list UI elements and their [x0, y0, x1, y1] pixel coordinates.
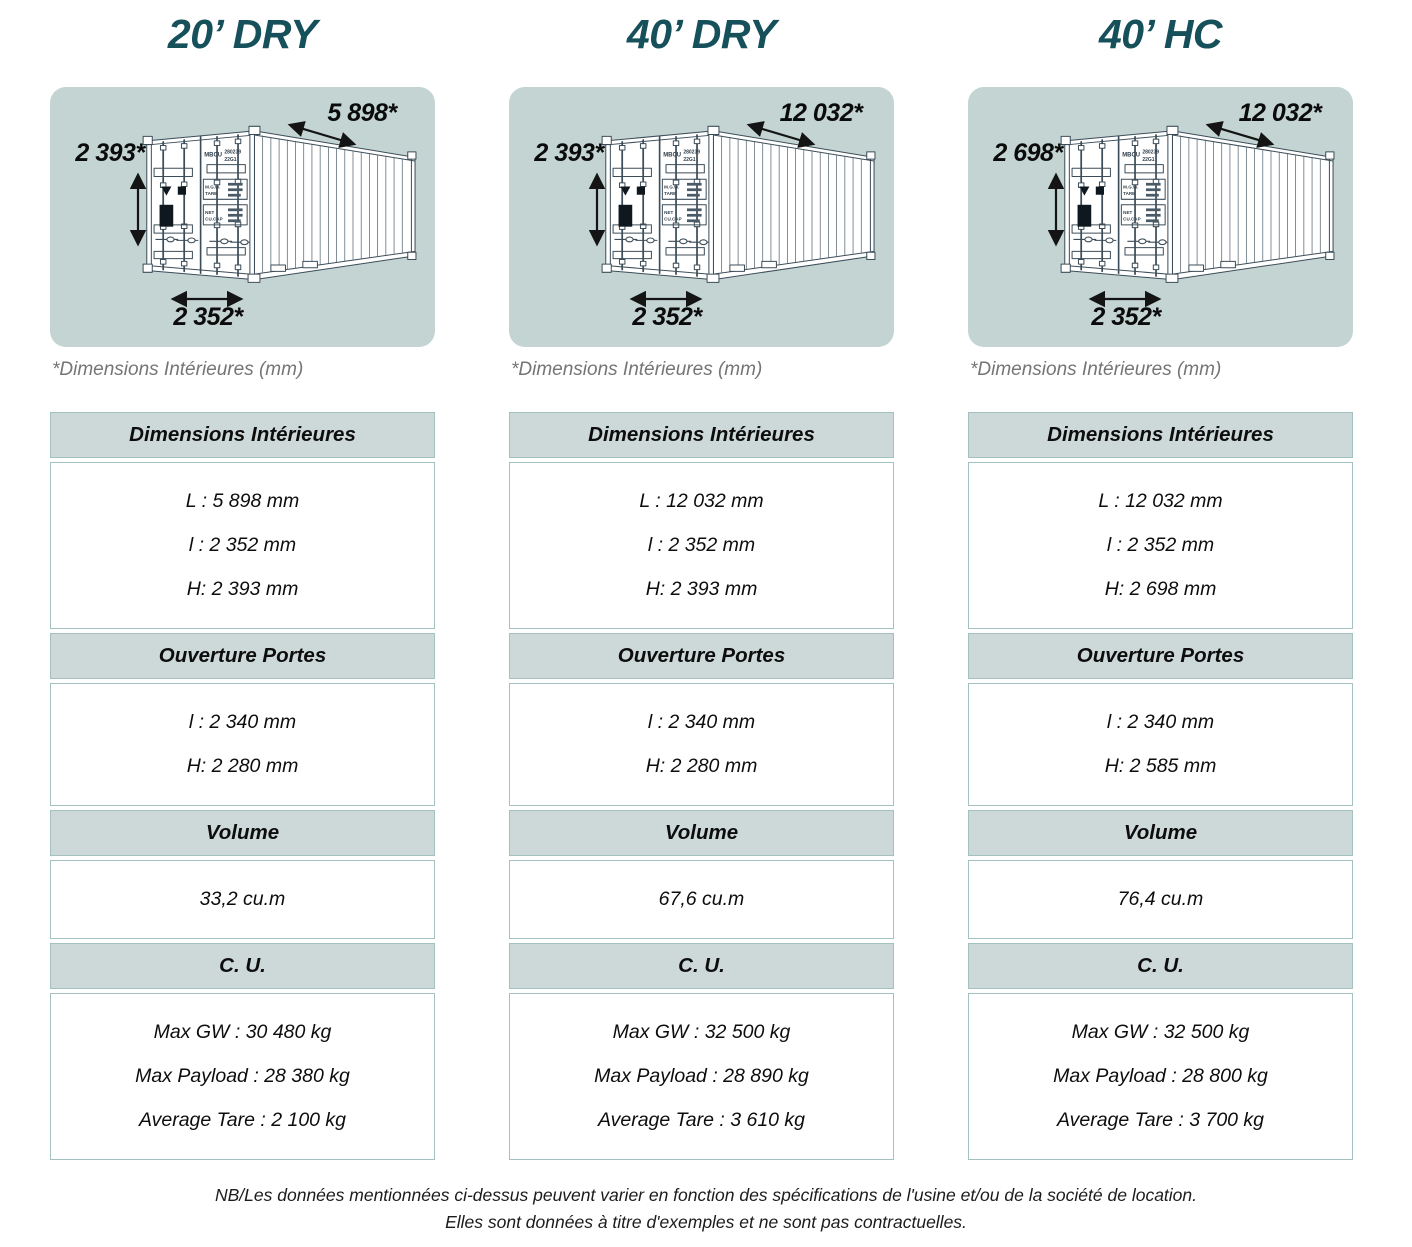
column-40-hc	[968, 0, 1353, 1160]
section-body-dimensions	[50, 462, 435, 629]
spec-row: 67,6 cu.m	[658, 888, 745, 911]
dimensions-footnote: *Dimensions Intérieures (mm)	[511, 359, 763, 381]
spec-row: L : 12 032 mm	[639, 490, 764, 513]
height-dimension-label: 2 698*	[993, 139, 1063, 168]
spec-row: l : 2 340 mm	[188, 711, 297, 734]
spec-row: Max Payload : 28 890 kg	[594, 1065, 809, 1088]
section-body-doors	[509, 683, 894, 806]
spec-table	[509, 412, 894, 1160]
section-header-volume: Volume	[509, 810, 894, 856]
spec-row: 33,2 cu.m	[199, 888, 286, 911]
section-body-dimensions	[509, 462, 894, 629]
spec-row: H: 2 280 mm	[186, 755, 299, 778]
disclaimer-line-1: NB/Les données mentionnées ci-dessus peuvent varier en fonction des spécifications de l'usine et/ou de la société de location.	[215, 1185, 1197, 1206]
disclaimer-note	[0, 1182, 1412, 1236]
width-dimension-label: 2 352*	[632, 303, 702, 332]
page-title: 40’ DRY	[626, 11, 777, 57]
spec-row: Average Tare : 2 100 kg	[138, 1109, 347, 1132]
column-20-dry	[50, 0, 435, 1160]
section-header-dimensions: Dimensions Intérieures	[509, 412, 894, 458]
section-header-cu: C. U.	[509, 943, 894, 989]
section-body-volume	[509, 860, 894, 939]
spec-row: H: 2 585 mm	[1104, 755, 1217, 778]
width-dimension-label: 2 352*	[173, 303, 243, 332]
spec-row: 76,4 cu.m	[1117, 888, 1204, 911]
section-body-cu	[968, 993, 1353, 1160]
spec-row: Average Tare : 3 700 kg	[1056, 1109, 1265, 1132]
spec-row: Max GW : 30 480 kg	[153, 1021, 332, 1044]
spec-row: l : 2 352 mm	[1106, 534, 1215, 557]
section-body-volume	[50, 860, 435, 939]
spec-row: Average Tare : 3 610 kg	[597, 1109, 806, 1132]
spec-row: l : 2 340 mm	[1106, 711, 1215, 734]
section-header-cu: C. U.	[50, 943, 435, 989]
section-body-cu	[509, 993, 894, 1160]
width-dimension-label: 2 352*	[1091, 303, 1161, 332]
spec-row: H: 2 698 mm	[1104, 578, 1217, 601]
section-header-doors: Ouverture Portes	[50, 633, 435, 679]
section-body-cu	[50, 993, 435, 1160]
spec-table	[50, 412, 435, 1160]
spec-row: L : 5 898 mm	[185, 490, 300, 513]
spec-row: H: 2 393 mm	[645, 578, 758, 601]
spec-row: H: 2 280 mm	[645, 755, 758, 778]
height-dimension-label: 2 393*	[75, 139, 145, 168]
dimensions-footnote: *Dimensions Intérieures (mm)	[52, 359, 304, 381]
section-header-cu: C. U.	[968, 943, 1353, 989]
spec-row: H: 2 393 mm	[186, 578, 299, 601]
section-body-dimensions	[968, 462, 1353, 629]
container-illustration-panel	[968, 87, 1353, 347]
spec-row: Max Payload : 28 380 kg	[135, 1065, 350, 1088]
container-illustration-panel	[509, 87, 894, 347]
disclaimer-line-2: Elles sont données à titre d'exemples et ne sont pas contractuelles.	[445, 1212, 967, 1233]
spec-row: L : 12 032 mm	[1098, 490, 1223, 513]
section-header-dimensions: Dimensions Intérieures	[968, 412, 1353, 458]
section-body-doors	[968, 683, 1353, 806]
spec-row: l : 2 340 mm	[647, 711, 756, 734]
section-header-dimensions: Dimensions Intérieures	[50, 412, 435, 458]
spec-row: l : 2 352 mm	[188, 534, 297, 557]
length-dimension-label: 12 032*	[779, 99, 863, 128]
column-40-dry	[509, 0, 894, 1160]
spec-row: Max GW : 32 500 kg	[1071, 1021, 1250, 1044]
section-body-doors	[50, 683, 435, 806]
spec-table	[968, 412, 1353, 1160]
section-body-volume	[968, 860, 1353, 939]
section-header-volume: Volume	[50, 810, 435, 856]
spec-row: Max GW : 32 500 kg	[612, 1021, 791, 1044]
height-dimension-label: 2 393*	[534, 139, 604, 168]
length-dimension-label: 5 898*	[327, 99, 397, 128]
section-header-doors: Ouverture Portes	[968, 633, 1353, 679]
page-title: 20’ DRY	[167, 11, 318, 57]
page-title: 40’ HC	[1098, 11, 1223, 57]
container-illustration-panel	[50, 87, 435, 347]
section-header-volume: Volume	[968, 810, 1353, 856]
section-header-doors: Ouverture Portes	[509, 633, 894, 679]
spec-row: l : 2 352 mm	[647, 534, 756, 557]
dimensions-footnote: *Dimensions Intérieures (mm)	[970, 359, 1222, 381]
spec-row: Max Payload : 28 800 kg	[1053, 1065, 1268, 1088]
length-dimension-label: 12 032*	[1238, 99, 1322, 128]
